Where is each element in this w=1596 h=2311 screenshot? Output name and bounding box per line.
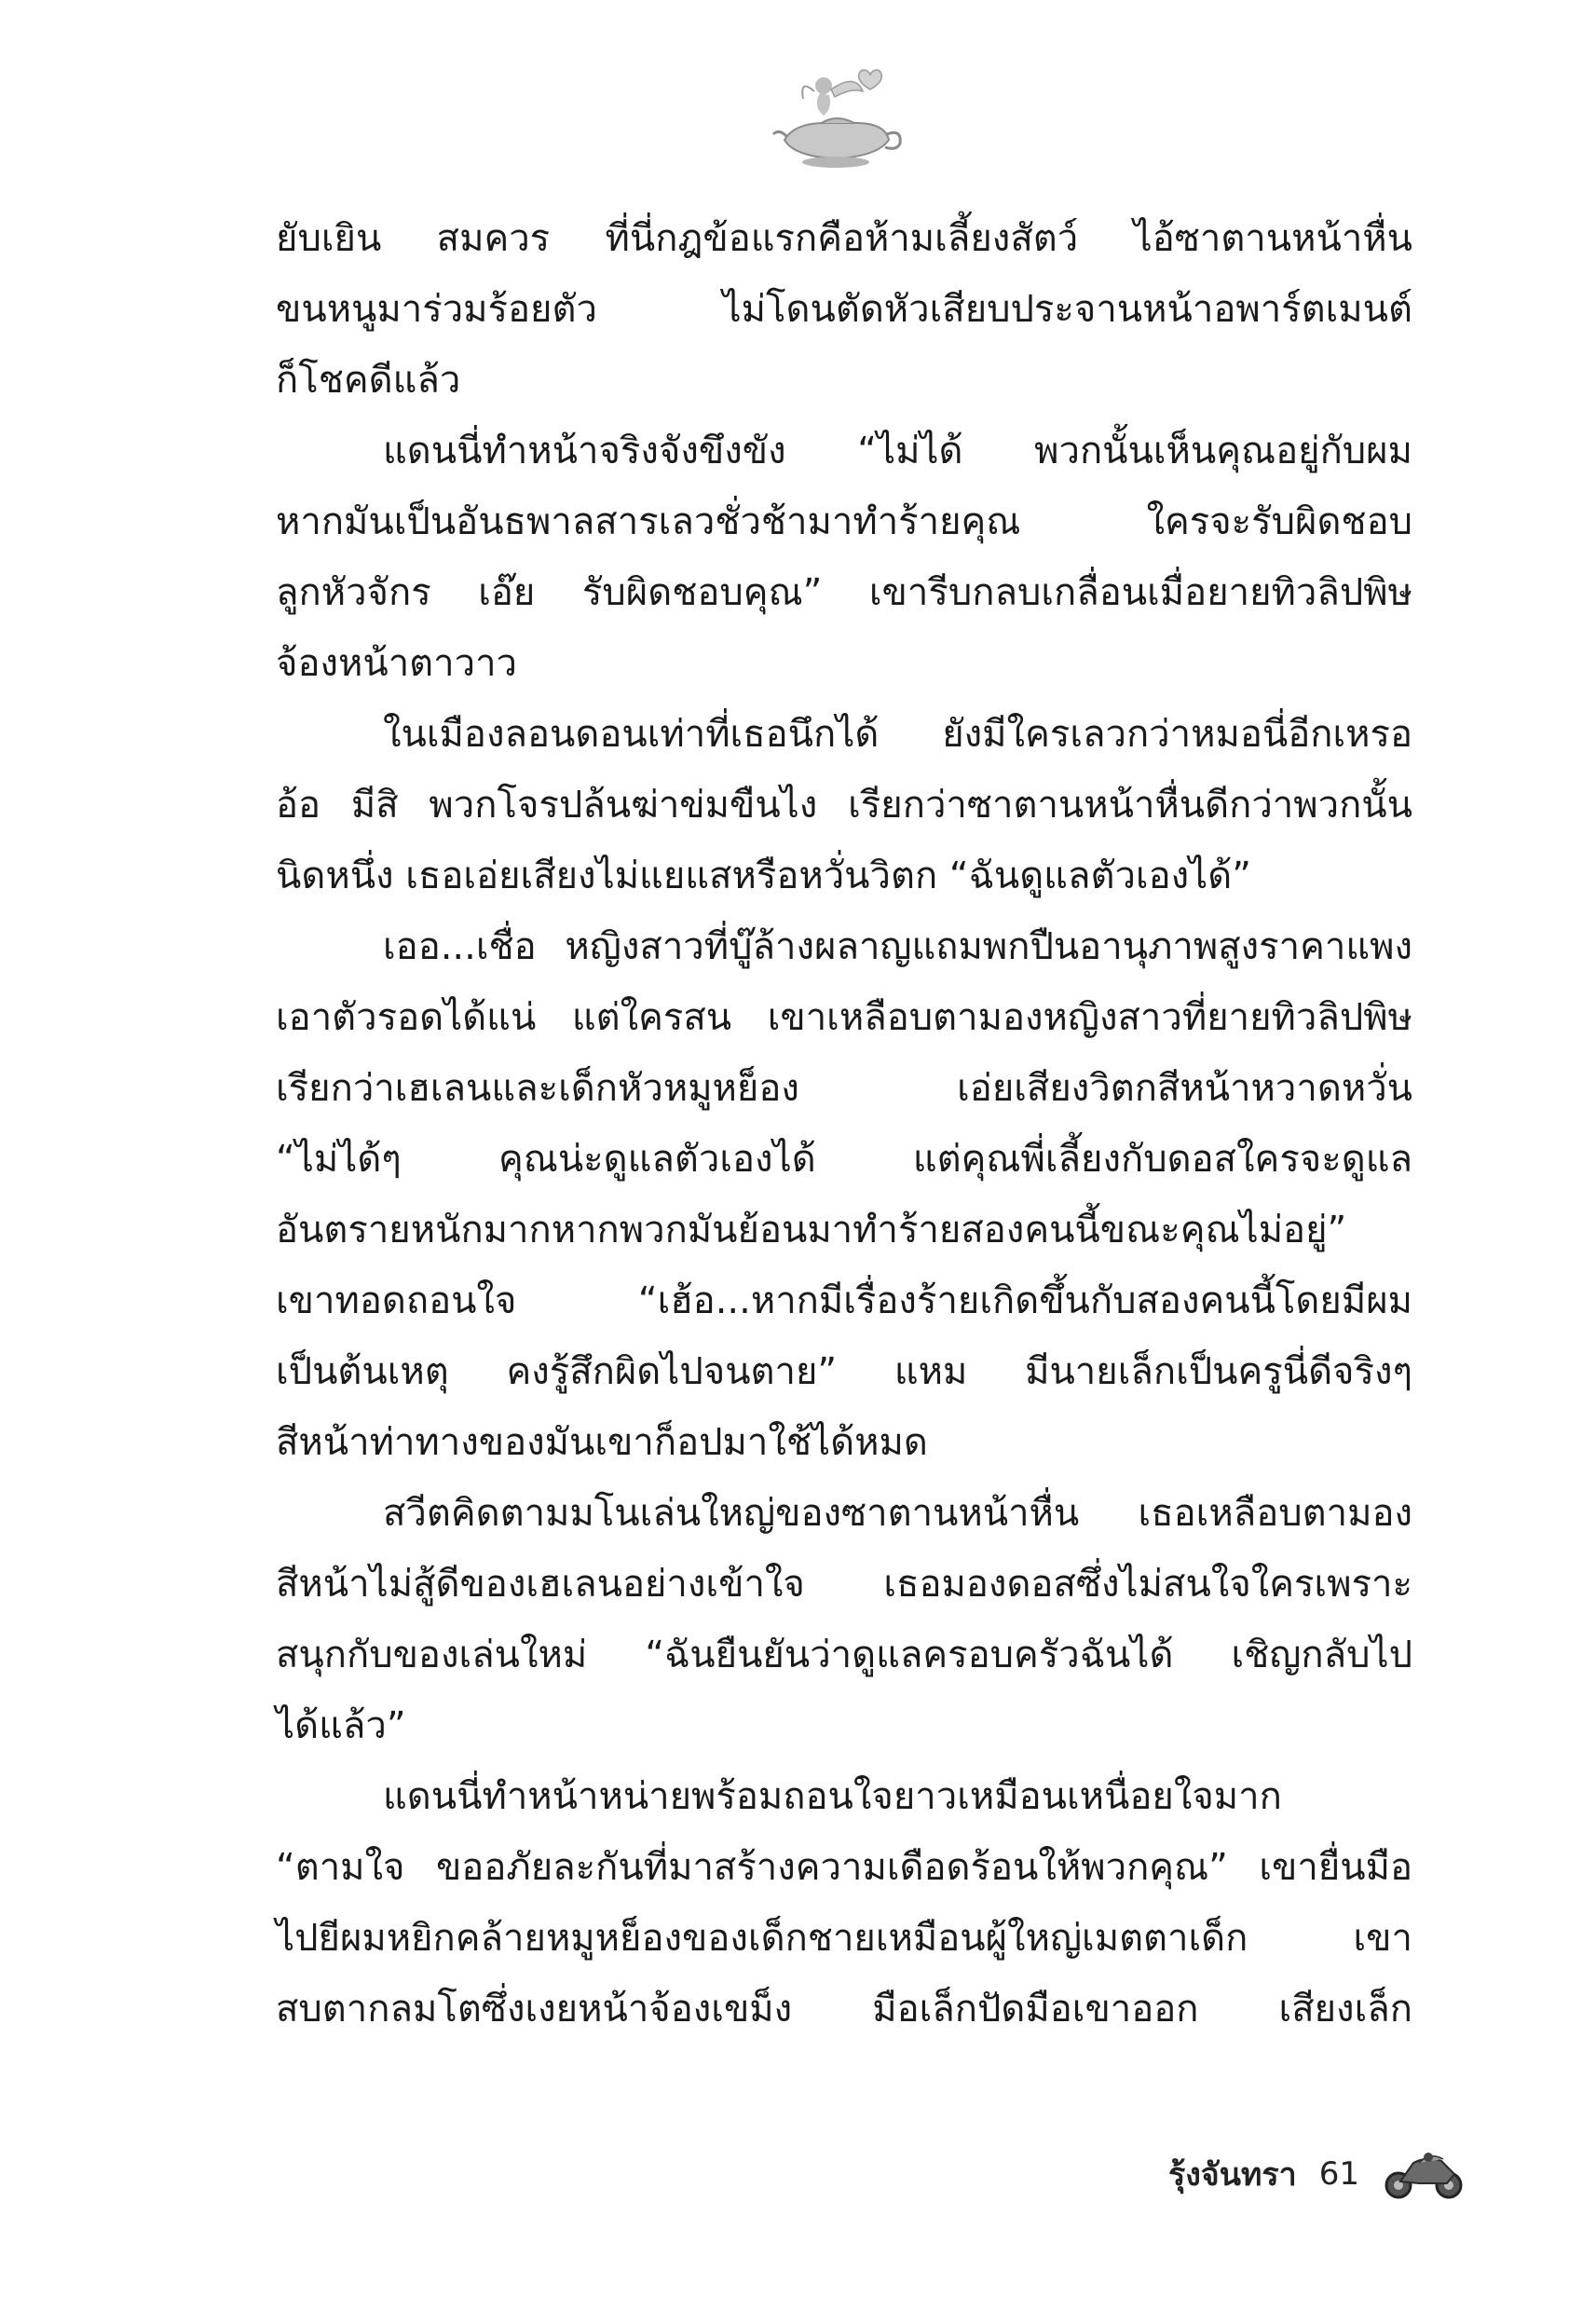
- text-line: อันตรายหนักมากหากพวกมันย้อนมาทำร้ายสองคนนี้ขณะคุณไม่อยู่”: [276, 1209, 1347, 1251]
- text-line: เขาทอดถอนใจ “เฮ้อ...หากมีเรื่องร้ายเกิดขึ้นกับสองคนนี้โดยมีผม: [276, 1279, 1412, 1322]
- text-line: สวีตคิดตามมโนเล่นใหญ่ของซาตานหน้าหื่น เธอเหลือบตามอง: [383, 1492, 1412, 1535]
- text-line: “ไม่ได้ๆ คุณน่ะดูแลตัวเองได้ แต่คุณพี่เลี้ยงกับดอสใครจะดูแล: [276, 1138, 1412, 1181]
- text-line: อ้อ มีสิ พวกโจรปล้นฆ่าข่มขืนไง เรียกว่าซาตานหน้าหื่นดีกว่าพวกนั้น: [276, 784, 1412, 827]
- text-line: สนุกกับของเล่นใหม่ “ฉันยืนยันว่าดูแลครอบครัวฉันได้ เชิญกลับไป: [276, 1634, 1412, 1676]
- motorcycle-icon: [1382, 2146, 1466, 2202]
- text-line: ก็โชคดีแล้ว: [276, 359, 461, 402]
- text-line: แดนนี่ทำหน้าหน่ายพร้อมถอนใจยาวเหมือนเหนื่อยใจมาก: [383, 1775, 1282, 1818]
- text-line: จ้องหน้าตาวาว: [276, 642, 517, 685]
- text-line: “ตามใจ ขออภัยละกันที่มาสร้างความเดือดร้อนให้พวกคุณ” เขายื่นมือ: [276, 1846, 1412, 1889]
- text-line: ไปยีผมหยิกคล้ายหมูหย็องของเด็กชายเหมือนผู้ใหญ่เมตตาเด็ก เขา: [276, 1917, 1412, 1960]
- text-line: แดนนี่ทำหน้าจริงจังขึงขัง “ไม่ได้ พวกนั้นเห็นคุณอยู่กับผม: [383, 430, 1412, 472]
- text-line: เป็นต้นเหตุ คงรู้สึกผิดไปจนตาย” แหม มีนายเล็กเป็นครูนี่ดีจริงๆ: [276, 1350, 1412, 1393]
- body-text: [276, 203, 1412, 2044]
- text-line: นิดหนึ่ง เธอเอ่ยเสียงไม่แยแสหรือหวั่นวิตก “ฉันดูแลตัวเองได้”: [276, 855, 1251, 897]
- text-line: สีหน้าไม่สู้ดีของเฮเลนอย่างเข้าใจ เธอมองดอสซึ่งไม่สนใจใครเพราะ: [276, 1563, 1412, 1606]
- text-line: เอาตัวรอดได้แน่ แต่ใครสน เขาเหลือบตามองหญิงสาวที่ยายทิวลิปพิษ: [276, 996, 1412, 1039]
- teapot-cupid-ornament-icon: [766, 54, 906, 175]
- text-line: สบตากลมโตซึ่งเงยหน้าจ้องเขม็ง มือเล็กปัดมือเขาออก เสียงเล็ก: [276, 1988, 1412, 2031]
- text-line: ได้แล้ว”: [276, 1704, 406, 1747]
- text-line: เออ...เชื่อ หญิงสาวที่บู๊ล้างผลาญแถมพกปืนอานุภาพสูงราคาแพง: [383, 925, 1412, 968]
- text-line: ยับเยิน สมควร ที่นี่กฎข้อแรกคือห้ามเลี้ยงสัตว์ ไอ้ซาตานหน้าหื่น: [276, 217, 1412, 260]
- text-line: สีหน้าท่าทางของมันเขาก็อปมาใช้ได้หมด: [276, 1421, 928, 1464]
- text-line: หากมันเป็นอันธพาลสารเลวชั่วช้ามาทำร้ายคุณ ใครจะรับผิดชอบ: [276, 500, 1412, 543]
- text-line: เรียกว่าเฮเลนและเด็กหัวหมูหย็อง เอ่ยเสียงวิตกสีหน้าหวาดหวั่น: [276, 1067, 1412, 1110]
- page-footer: [1168, 2141, 1466, 2207]
- text-line: ขนหนูมาร่วมร้อยตัว ไม่โดนตัดหัวเสียบประจานหน้าอพาร์ตเมนต์: [276, 288, 1412, 331]
- text-line: ลูกหัวจักร เอ๊ย รับผิดชอบคุณ” เขารีบกลบเกลื่อนเมื่อยายทิวลิปพิษ: [276, 571, 1412, 614]
- page-number: 61: [1318, 2155, 1359, 2193]
- running-title: รุ้งจันทรา: [1167, 2156, 1297, 2194]
- text-line: ในเมืองลอนดอนเท่าที่เธอนึกได้ ยังมีใครเลวกว่าหมอนี่อีกเหรอ: [383, 713, 1412, 756]
